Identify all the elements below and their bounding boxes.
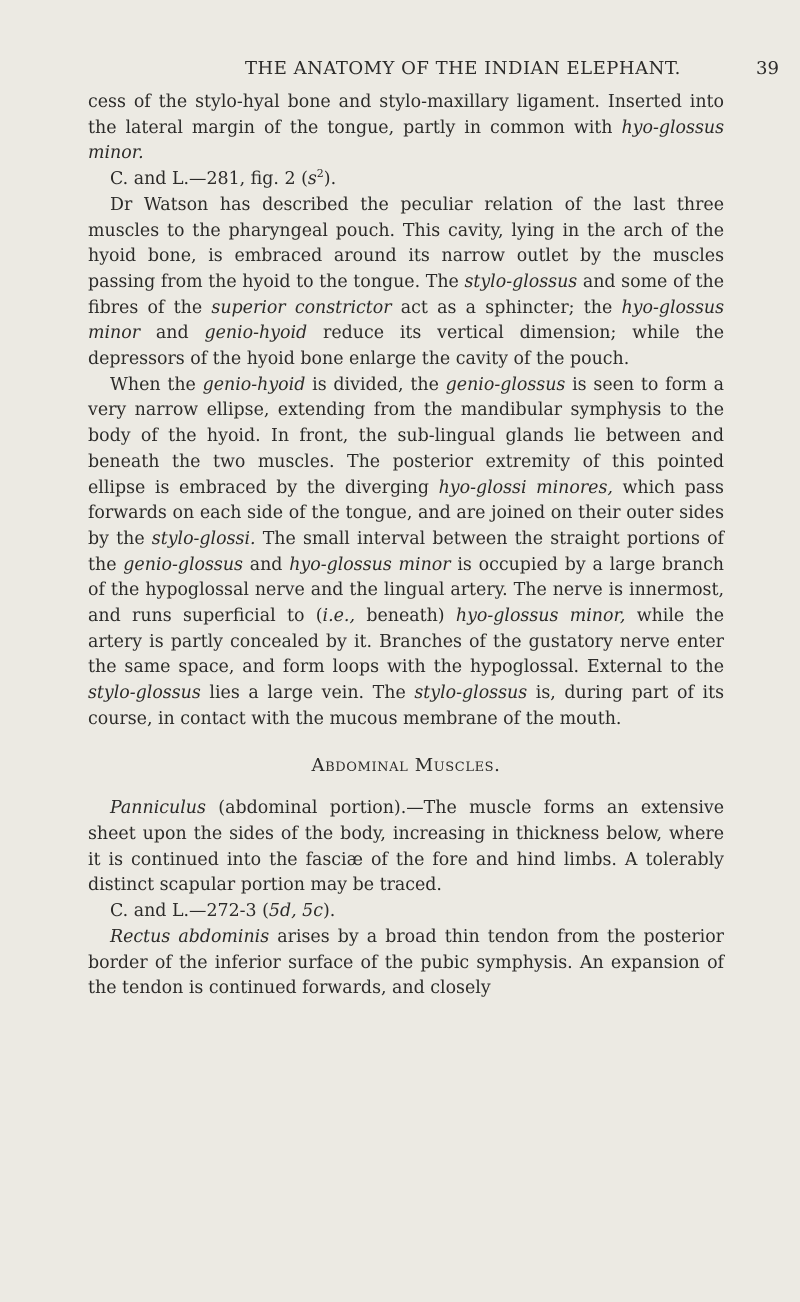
running-title: THE ANATOMY OF THE INDIAN ELEPHANT. <box>245 58 681 79</box>
reference-line: C. and L.—272-3 (5d, 5c). <box>110 901 336 922</box>
running-head <box>60 58 788 82</box>
paragraph-rectus-abdominis: Rectus abdominis arises by a broad thin tendon from the posterior border of the inferior surface of the pubic symphysis. An expansion of the tendon is continued forwards, and closely <box>88 926 724 999</box>
section-heading: Abdominal Muscles. <box>311 754 501 776</box>
paragraph-genio-hyoid: When the genio-hyoid is divided, the genio-glossus is seen to form a very narrow ellipse, extending from the mandibular symphysis to the body of the hyoid. In front, the sub-lingual glands lie between and beneath the two muscles. The posterior extremity of this pointed ellipse is embraced by the diverging hyo-glossi minores, which pass forwards on each side of the tongue, and are joined on their outer sides by the stylo-glossi. The small interval between the straight portions of the genio-glossus and hyo-glossus minor is occupied by a large branch of the hypoglossal nerve and the lingual artery. The nerve is innermost, and runs superficial to (i.e., beneath) hyo-glossus minor, while the artery is partly concealed by it. Branches of the gustatory nerve enter the same space, and form loops with the hypoglossal. External to the stylo-glossus lies a large vein. The stylo-glossus is, during part of its course, in contact with the mucous membrane of the mouth. <box>88 374 725 729</box>
paragraph-pharyngeal-pouch: Dr Watson has described the peculiar relation of the last three muscles to the pharyngeal pouch. This cavity, lying in the arch of the hyoid bone, is embraced around its narrow outlet by the muscles passing from the hyoid to the tongue. The stylo-glossus and some of the fibres of the superior constrictor act as a sphincter; the hyo-glossus minor and genio-hyoid reduce its vertical dimension; while the depressors of the hyoid bone enlarge the cavity of the pouch. <box>88 194 724 370</box>
paragraph-panniculus: Panniculus (abdominal portion).—The muscle forms an extensive sheet upon the sides of the body, increasing in thickness below, where it is continued into the fasciæ of the fore and hind limbs. A tolerably distinct scapular portion may be traced. <box>88 798 724 896</box>
reference-line: C. and L.—281, fig. 2 $(s^2)$. <box>110 167 337 190</box>
text-block <box>88 90 724 1002</box>
page-number: 39 <box>756 58 779 79</box>
paragraph-continuation: cess of the stylo-hyal bone and stylo-maxillary ligament. Inserted into the lateral margin of the tongue, partly in common with hyo-glossus minor. <box>88 92 724 164</box>
